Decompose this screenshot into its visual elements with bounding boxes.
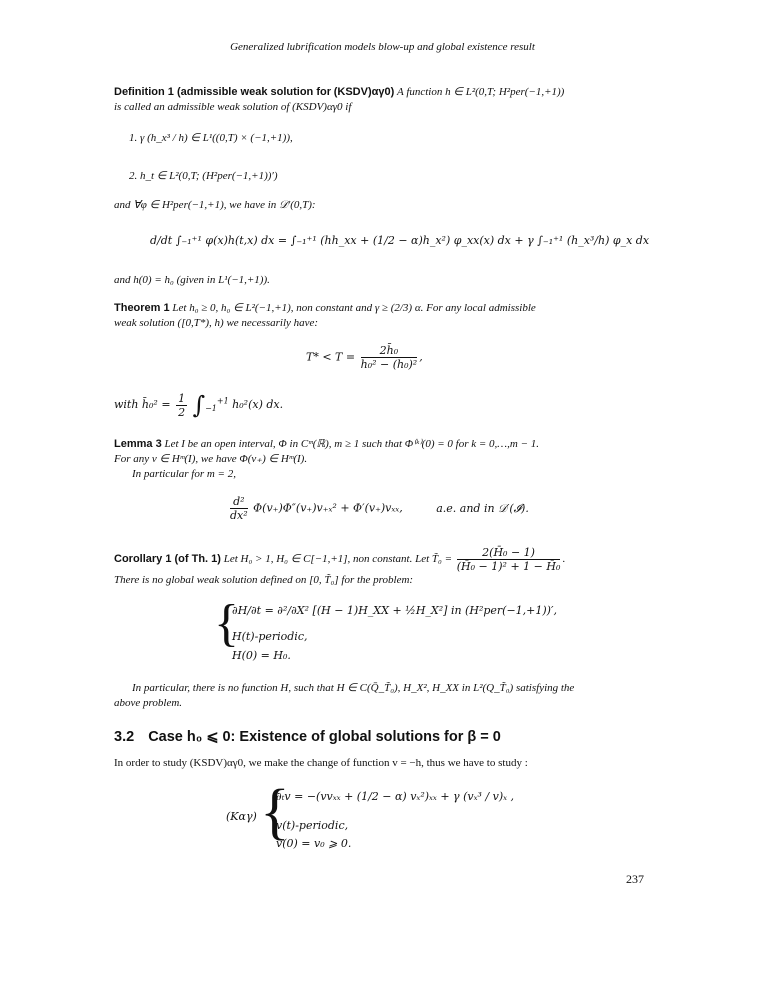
theorem-eq-num: 2h̄₀: [361, 344, 418, 358]
definition-item-1: 1. γ (h_x³ / h) ∈ L¹((0,T) × (−1,+1)),: [129, 132, 293, 144]
definition-item-2: 2. h_t ∈ L²(0,T; (H²per(−1,+1))′): [129, 170, 278, 182]
theorem-text-2: weak solution ([0,T*), h) we necessarily have:: [114, 317, 319, 329]
body-sys-1: ∂ₜv = −(vvₓₓ + (1/2 − α) vₓ²)ₓₓ + γ (vₓ³ / v)ₓ ,: [276, 790, 515, 803]
lemma-text-2: For any v ∈ Hᵐ(I), we have Φ(v₊) ∈ Hᵐ(I).: [114, 453, 308, 465]
section-number: 3.2: [114, 729, 135, 745]
theorem-eq-fraction: [361, 344, 418, 371]
lemma-eq-note: a.e. and in 𝒟′(𝓘).: [436, 501, 529, 515]
definition-intro-2: is called an admissible weak solution of (KSDV)αγ0 if: [114, 101, 352, 113]
theorem-with-rest: h₀²(x) dx.: [232, 398, 284, 411]
theorem-with-text: with h̄₀² =: [114, 398, 171, 411]
corollary-remark-2: above problem.: [114, 697, 183, 709]
corollary-remark-1: In particular, there is no function H, such that H ∈ C(Q̄_T̃₀), H_X², H_XX in L²(Q_T̃₀) satisfying the: [132, 682, 575, 694]
half-fraction: $\frac{1}{2}$: [178, 391, 186, 419]
corollary-sys-3: H(0) = H₀.: [232, 649, 291, 662]
lemma-heading: Lemma 3: [114, 438, 162, 450]
system-label: (Kαγ): [226, 810, 257, 823]
integral-sign: ∫: [192, 391, 206, 419]
theorem-equation: T* < T = $\frac{\text{2h̄₀}}{\text{h̄₀² − (h̄₀)²}}$ ,: [306, 344, 423, 371]
lemma-text-3: In particular for m = 2,: [132, 468, 236, 480]
page-number: 237: [626, 872, 644, 886]
left-brace: {: [214, 595, 239, 652]
definition-equation: d/dt ∫₋₁⁺¹ φ(x)h(t,x) dx = ∫₋₁⁺¹ (hh_xx + (1/2 − α)h_x²) φ_xx(x) dx + γ ∫₋₁⁺¹ (h_x³/h) φ_x dx: [150, 234, 650, 247]
definition-closing: and h(0) = h₀ (given in L¹(−1,+1)).: [114, 274, 270, 286]
lemma-block: [114, 437, 646, 482]
section-heading: [114, 729, 501, 745]
theorem-heading: Theorem 1: [114, 302, 170, 314]
theorem-eq-den: h̄₀² − (h̄₀)²: [360, 358, 418, 371]
theorem-block: [114, 301, 646, 331]
left-brace-2: {: [260, 778, 290, 846]
body-intro: In order to study (KSDV)αγ0, we make the change of function v = −h, thus we have to study :: [114, 757, 528, 769]
theorem-with-line: with h̄₀² = $\frac{1}{2}$ $\int_{-1}^{+1}$ h₀²(x) dx.: [114, 391, 284, 419]
section-title: Case h₀ ⩽ 0: Existence of global solutions for β = 0: [148, 729, 501, 745]
corollary-text-1: Let H₀ > 1, H₀ ∈ C[−1,+1], non constant. Let T̃₀ =: [223, 553, 453, 566]
body-sys-3: v(0) = v₀ ⩾ 0.: [276, 837, 352, 850]
lemma-text-1: Let I be an open interval, Φ in Cᵐ(ℝ), m ≥ 1 such that Φ⁽ᵏ⁾(0) = 0 for k = 0,…,m − 1.: [164, 438, 539, 450]
corollary-text-2: There is no global weak solution defined on [0, T̃₀] for the problem:: [114, 574, 414, 586]
corollary-frac-den: (H̄₀ − 1)² + 1 − H̄₀: [456, 560, 561, 573]
corollary-sys-2: H(t)-periodic,: [232, 630, 308, 643]
definition-intro-1: A function h ∈ L²(0,T; H²per(−1,+1)): [397, 86, 565, 98]
theorem-eq-lhs: T* < T =: [306, 350, 356, 364]
running-header: Generalized lubrification models blow-up and global existence result: [230, 41, 535, 53]
corollary-fraction: [457, 546, 561, 573]
lemma-eq: Φ(v₊)Φ″(v₊)v₊ₓ² + Φ′(v₊)vₓₓ,: [253, 501, 403, 515]
corollary-sys-1: ∂H/∂t = ∂²/∂X² [(H − 1)H_XX + ½H_X²] in (H²per(−1,+1))′,: [232, 604, 557, 617]
corollary-remark: [114, 681, 646, 711]
corollary-heading: Corollary 1 (of Th. 1): [114, 553, 221, 566]
definition-forall-line: and ∀φ ∈ H²per(−1,+1), we have in 𝒟′(0,T):: [114, 199, 316, 211]
second-derivative-fraction: $\frac{\text{d²}}{\text{dx²}}$: [230, 495, 248, 522]
body-sys-2: v(t)-periodic,: [276, 819, 349, 832]
definition-heading: Definition 1 (admissible weak solution for: [114, 86, 331, 98]
lemma-equation: [228, 495, 529, 522]
definition-block: [114, 85, 646, 115]
definition-heading-math: (KSDV)αγ0): [333, 86, 395, 98]
corollary-block: Corollary 1 (of Th. 1) Let H₀ > 1, H₀ ∈ C[−1,+1], non constant. Let T̃₀ = $\frac{\text{2(H̄₀ − 1)}}{\text{(H̄₀ − 1)² + 1 − H̄₀}}$ .: [114, 546, 566, 573]
theorem-text-1: Let h₀ ≥ 0, h₀ ∈ L²(−1,+1), non constant and γ ≥ (2/3) α. For any local admissible: [172, 302, 536, 314]
corollary-frac-num: 2(H̄₀ − 1): [457, 546, 561, 560]
